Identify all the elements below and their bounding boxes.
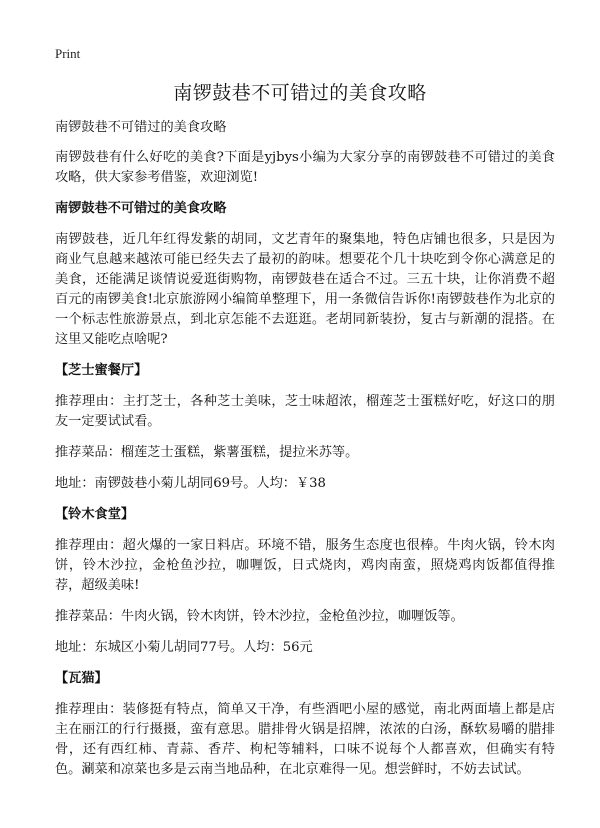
restaurant-dishes: 推荐菜品：牛肉火锅，铃木肉饼，铃木沙拉，金枪鱼沙拉，咖喱饭等。 [55,609,464,624]
page-title: 南锣鼓巷不可错过的美食攻略 [173,82,427,104]
overview-paragraph: 南锣鼓巷，近几年红得发紫的胡同，文艺青年的聚集地，特色店铺也很多，只是因为商业气息越来越浓可能已经失去了最初的韵味。想要花个几十块吃到令你心满意足的美食，还能满足谈情说爱逛街购物，南锣鼓巷在适合不过。三五十块，让你消费不超百元的南锣美食!北京旅游网小编简单整理下，用一条微信告诉你!南锣鼓巷作为北京的一个标志性旅游景点，到北京怎能不去逛逛。老胡同新装扮，复古与新潮的混搭。在这里又能吃点啥呢? [55,232,555,347]
print-link[interactable]: Print [55,46,81,61]
restaurant-reason: 推荐理由：装修挺有特点，简单又干净，有些酒吧小屋的感觉，南北两面墙上都是店主在丽江的行行摄摄，蛮有意思。腊排骨火锅是招牌，浓浓的白汤，酥软易嚼的腊排骨，还有西红柿、青蒜、香芹、枸杞等辅料，口味不说每个人都喜欢，但确实有特色。涮菜和凉菜也多是云南当地品种，在北京难得一见。想尝鲜时，不妨去试试。 [55,702,555,777]
restaurant-reason: 推荐理由：主打芝士，各种芝士美味，芝士味超浓，榴莲芝士蛋糕好吃，好这口的朋友一定要试试看。 [55,394,555,429]
article-body [55,118,555,791]
intro-paragraph: 南锣鼓巷有什么好吃的美食?下面是yjbys小编为大家分享的南锣鼓巷不可错过的美食攻略，供大家参考借鉴，欢迎浏览! [55,150,555,185]
restaurant-name: 【芝士蜜餐厅】 [55,363,148,378]
restaurant-address: 地址：南锣鼓巷小菊儿胡同69号。人均：￥38 [55,476,326,491]
restaurant-name: 【铃木食堂】 [55,507,135,522]
restaurant-name: 【瓦猫】 [55,671,108,686]
restaurant-address: 地址：东城区小菊儿胡同77号。人均：56元 [55,640,313,655]
restaurant-reason: 推荐理由：超火爆的一家日料店。环境不错，服务生态度也很棒。牛肉火锅，铃木肉饼，铃木沙拉，金枪鱼沙拉，咖喱饭，日式烧肉，鸡肉南蛮，照烧鸡肉饭都值得推荐，超级美味! [55,538,555,593]
section-heading: 南锣鼓巷不可错过的美食攻略 [55,201,227,216]
article-subtitle: 南锣鼓巷不可错过的美食攻略 [55,120,227,135]
restaurant-dishes: 推荐菜品：榴莲芝士蛋糕，紫薯蛋糕，提拉米苏等。 [55,445,359,460]
